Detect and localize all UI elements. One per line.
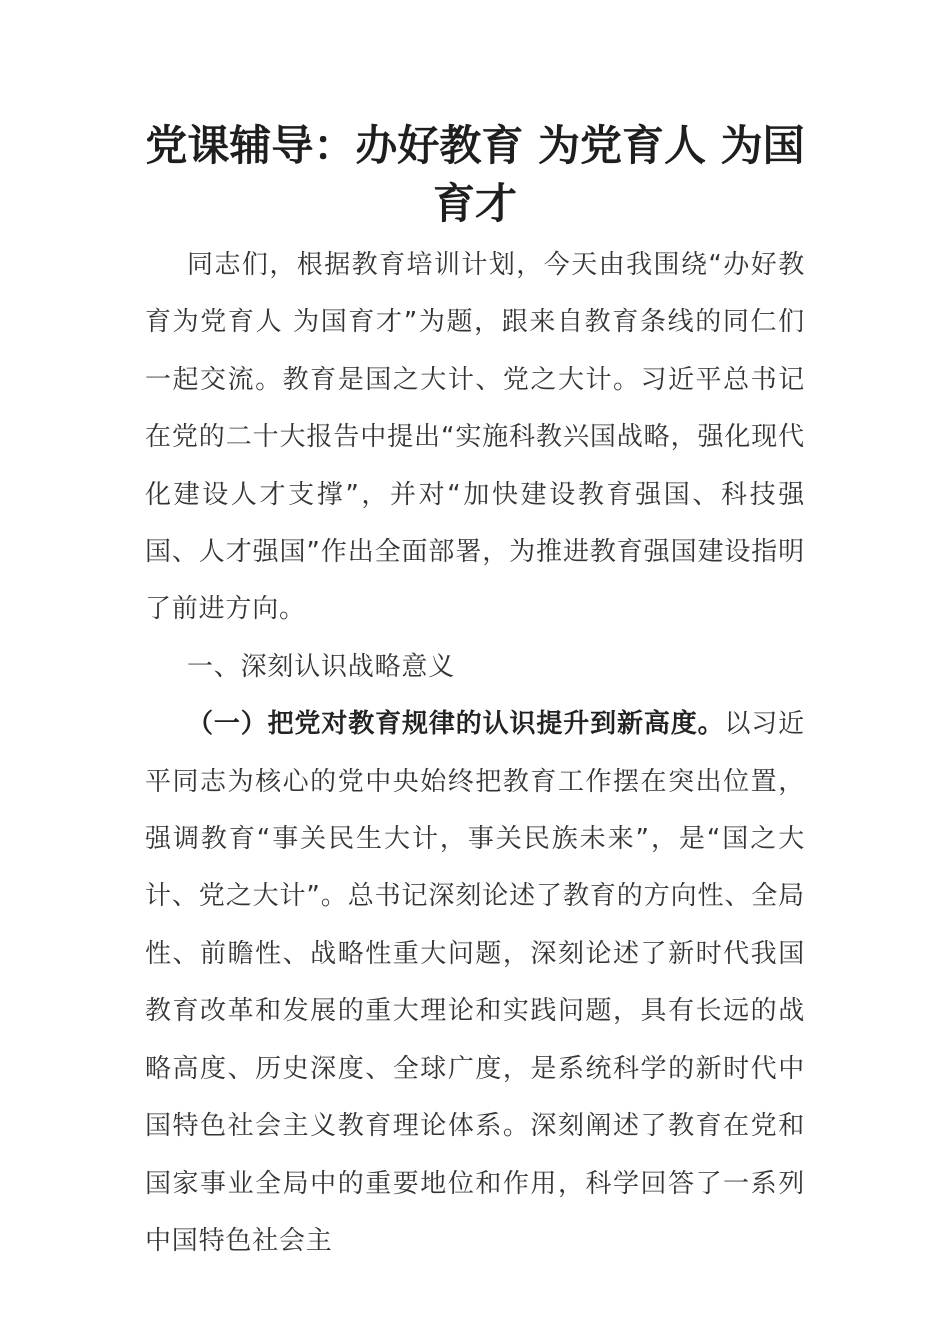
subsection-body: 以习近平同志为核心的党中央始终把教育工作摆在突出位置，强调教育“事关民生大计，事关民族未来”，是“国之大计、党之大计”。总书记深刻论述了教育的方向性、全局性、前瞻性、战略性重大问题，深刻论述了新时代我国教育改革和发展的重大理论和实践问题，具有长远的战略高度、历史深度、全球广度，是系统科学的新时代中国特色社会主义教育理论体系。深刻阐述了教育在党和国家事业全局中的重要地位和作用，科学回答了一系列中国特色社会主 — [145, 709, 805, 1256]
intro-paragraph: 同志们，根据教育培训计划，今天由我围绕“办好教育为党育人 为国育才”为题，跟来自教育条线的同仁们一起交流。教育是国之大计、党之大计。习近平总书记在党的二十大报告中提出“实施科教兴国战略，强化现代化建设人才支撑”，并对“加快建设教育强国、科技强国、人才强国”作出全面部署，为推进教育强国建设指明了前进方向。 — [145, 250, 805, 625]
subsection-lead: （一）把党对教育规律的认识提升到新高度。 — [187, 709, 725, 740]
document-title: 党课辅导：办好教育 为党育人 为国育才 — [145, 121, 805, 228]
subsection-paragraph — [145, 696, 805, 1270]
section-heading: 一、深刻认识战略意义 — [187, 651, 456, 682]
document-body — [145, 237, 805, 1270]
